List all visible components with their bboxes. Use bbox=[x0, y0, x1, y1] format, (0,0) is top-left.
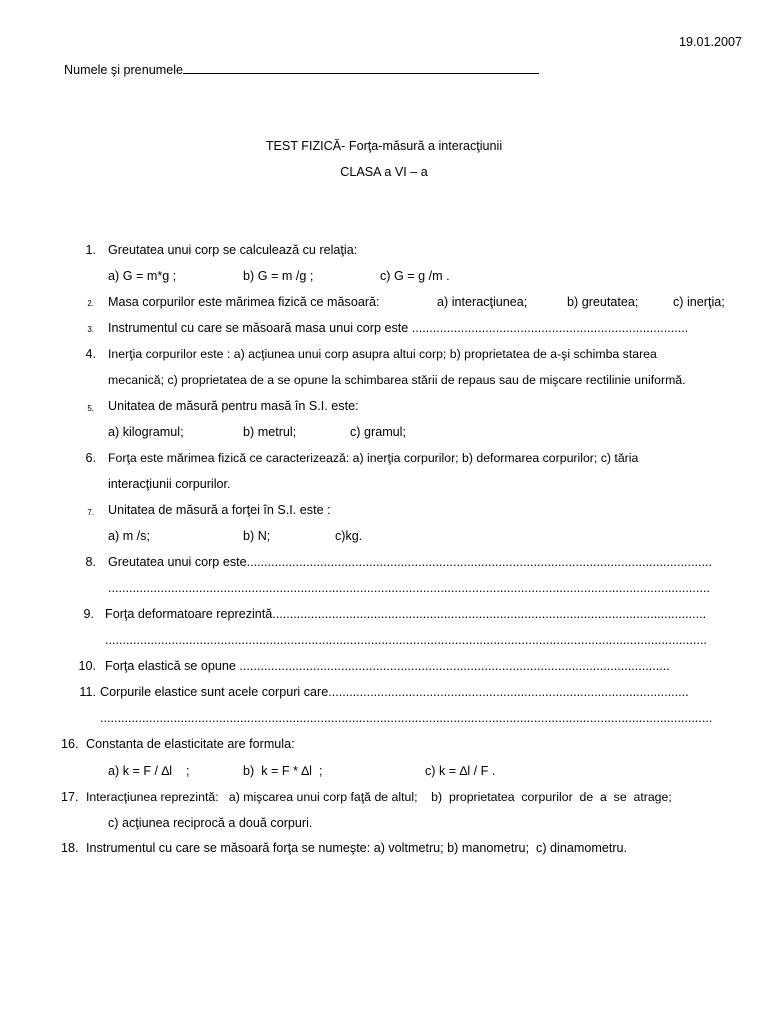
option-a: a) G = m*g ; bbox=[108, 269, 177, 283]
answer-line: ............................................................................................................................................................................ bbox=[105, 633, 707, 647]
question-text: Greutatea unui corp se calculează cu relaţia: bbox=[108, 243, 358, 257]
name-underline bbox=[183, 61, 539, 74]
question-text: Masa corpurilor este mărimea fizică ce măsoară: bbox=[108, 295, 380, 309]
option-b: b) greutatea; bbox=[567, 295, 639, 309]
question-text: Instrumentul cu care se măsoară masa unui corp este ............................................................................... bbox=[108, 321, 689, 335]
question-text-line1: Instrumentul cu care se măsoară forţa se numeşte: a) voltmetru; b) manometru; c) dinamometru. bbox=[86, 841, 628, 855]
question-text-line1: Greutatea unui corp este..................................................................................................................................... bbox=[108, 555, 712, 569]
question-text: Unitatea de măsură a forţei în S.I. este : bbox=[108, 503, 331, 517]
answer-line: ............................................................................................................................................................................ bbox=[108, 581, 710, 595]
option-c: c) gramul; bbox=[350, 425, 406, 439]
test-title: TEST FIZICĂ- Forţa-măsură a interacţiunii bbox=[265, 139, 503, 153]
option-c: c) G = g /m . bbox=[380, 269, 450, 283]
name-field bbox=[64, 61, 539, 78]
question-number: 9. bbox=[83, 607, 94, 621]
question-text: Constanta de elasticitate are formula: bbox=[86, 737, 295, 751]
question-text-line1: Inerţia corpurilor este : a) acţiunea unui corp asupra altui corp; b) proprietatea de a-şi schimba starea bbox=[108, 347, 657, 361]
option-b: b) N; bbox=[243, 529, 271, 543]
question-number: 4. bbox=[85, 347, 96, 361]
question-number: 17. bbox=[61, 790, 79, 804]
option-b: b) G = m /g ; bbox=[243, 269, 314, 283]
question-number: 6. bbox=[85, 451, 96, 465]
question-text-line1: Forţa este mărimea fizică ce caracterizează: a) inerţia corpurilor; b) deformarea corpurilor; c) tăria bbox=[108, 451, 639, 465]
question-text: Unitatea de măsură pentru masă în S.I. este: bbox=[108, 399, 359, 413]
question-number: 16. bbox=[61, 737, 79, 751]
option-a: a) m /s; bbox=[108, 529, 150, 543]
question-text-line2: c) acţiunea reciprocă a două corpuri. bbox=[108, 816, 313, 830]
question-number: 11. bbox=[79, 685, 96, 699]
option-a: a) k = F / ∆l ; bbox=[108, 764, 190, 778]
question-number: 1. bbox=[85, 243, 96, 257]
question-text-line1: Forţa elastică se opune ........................................................................................................................... bbox=[105, 659, 670, 673]
name-label: Numele şi prenumele bbox=[64, 63, 183, 77]
option-b: b) metrul; bbox=[243, 425, 297, 439]
option-c: c) inerţia; bbox=[673, 295, 725, 309]
question-text-line1: Interacţiunea reprezintă: a) mişcarea unui corp faţă de altul; b) proprietatea corpurilor de a se atrage; bbox=[86, 790, 672, 804]
question-number: 5. bbox=[87, 404, 94, 413]
date: 19.01.2007 bbox=[679, 35, 743, 49]
question-number: 8. bbox=[85, 555, 96, 569]
option-a: a) kilogramul; bbox=[108, 425, 184, 439]
question-text-line1: Forţa deformatoare reprezintă............................................................................................................................ bbox=[105, 607, 707, 621]
option-c: c)kg. bbox=[335, 529, 363, 543]
answer-line: ............................................................................................................................................................................... bbox=[100, 711, 713, 725]
test-subtitle: CLASA a VI – a bbox=[340, 165, 428, 179]
question-number: 7. bbox=[87, 508, 94, 517]
option-a: a) interacţiunea; bbox=[437, 295, 528, 309]
question-text-line2: interacţiunii corpurilor. bbox=[108, 477, 231, 491]
question-number: 3. bbox=[87, 325, 94, 334]
question-number: 2. bbox=[87, 299, 94, 308]
question-number: 18. bbox=[61, 841, 79, 855]
question-text-line2: mecanică; c) proprietatea de a se opune la schimbarea stării de repaus sau de mişcare rectilinie uniformă. bbox=[108, 373, 686, 387]
option-b: b) k = F * ∆l ; bbox=[243, 764, 323, 778]
option-c: c) k = ∆l / F . bbox=[425, 764, 496, 778]
question-text-line1: Corpurile elastice sunt acele corpuri care....................................................................................................... bbox=[100, 685, 689, 699]
question-number: 10. bbox=[78, 659, 96, 673]
